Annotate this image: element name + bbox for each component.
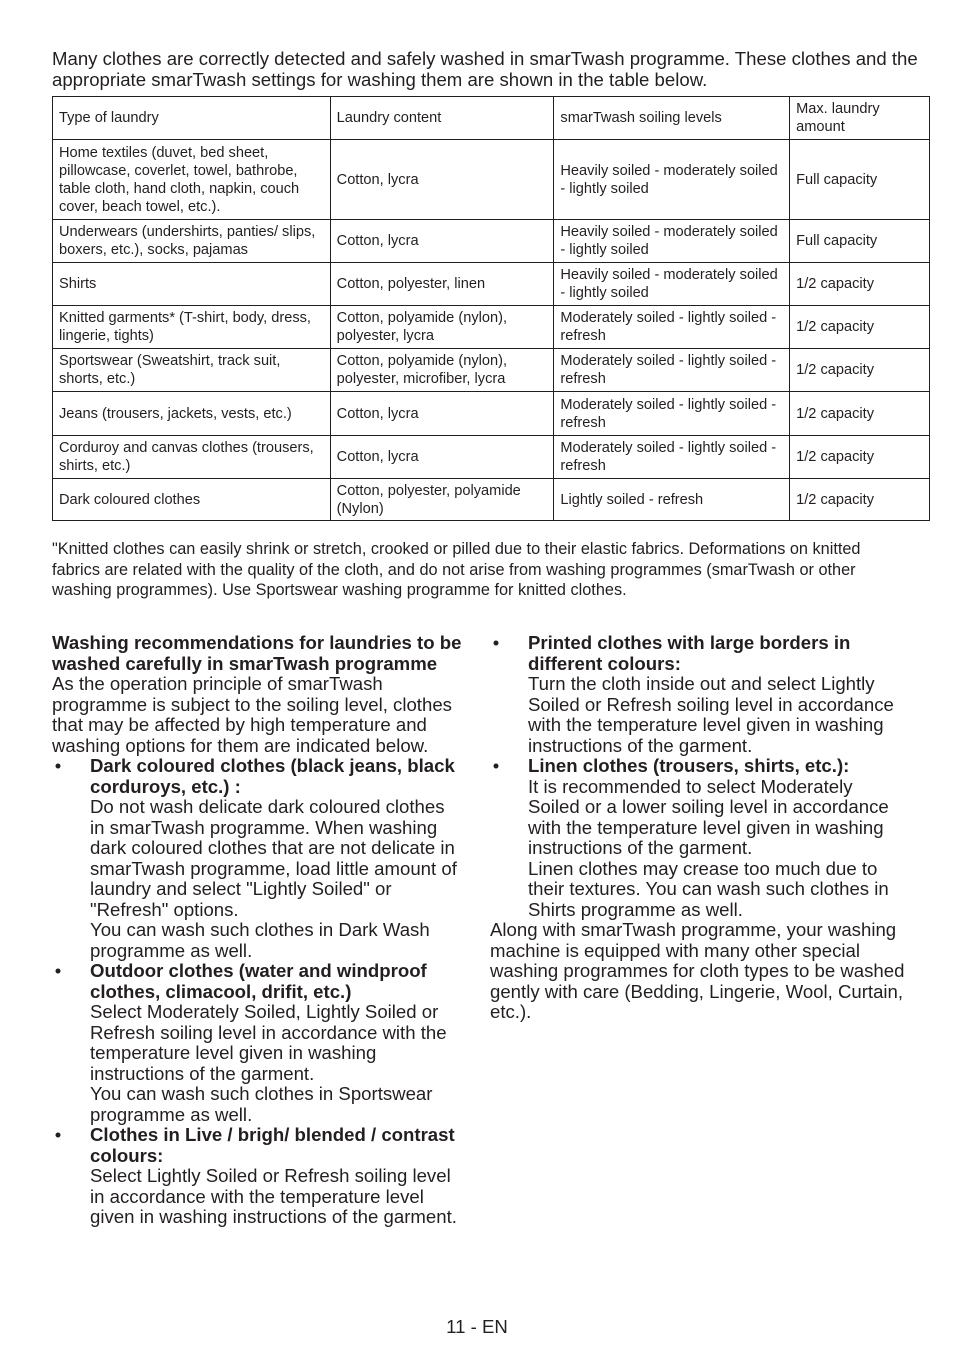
table-row [53,436,930,479]
table-cell: Cotton, lycra [330,436,554,479]
list-item-outdoor [52,961,464,1125]
recommendations-heading: Washing recommendations for laundries to be washed carefully in smarTwash programme [52,632,462,674]
table-cell: 1/2 capacity [790,436,930,479]
table-cell: Knitted garments* (T-shirt, body, dress, lingerie, tights) [53,306,331,349]
list-item-title: Printed clothes with large borders in different colours: [528,632,851,674]
table-cell: 1/2 capacity [790,349,930,392]
header-soiling-levels: smarTwash soiling levels [554,97,790,140]
list-item-text: It is recommended to select Moderately Soiled or a lower soiling level in accordance with the temperature level given in washing instructions of the garment. [528,775,889,858]
header-laundry-content: Laundry content [330,97,554,140]
table-row [53,392,930,436]
table-cell: Cotton, lycra [330,140,554,220]
list-item-title: Outdoor clothes (water and windproof clothes, climacool, drifit, etc.) [90,960,427,1002]
table-cell: Corduroy and canvas clothes (trousers, shirts, etc.) [53,436,331,479]
list-item-text: Turn the cloth inside out and select Lightly Soiled or Refresh soiling level in accordance with the temperature level given in washing instructions of the garment. [528,673,894,756]
page-number: 11 - EN [446,1316,508,1337]
table-cell: Moderately soiled - lightly soiled - refresh [554,392,790,436]
table-cell: Cotton, polyester, polyamide (Nylon) [330,479,554,521]
table-cell: Underwears (undershirts, panties/ slips, boxers, etc.), socks, pajamas [53,220,331,263]
table-cell: 1/2 capacity [790,392,930,436]
list-item-text: Select Moderately Soiled, Lightly Soiled or Refresh soiling level in accordance with the temperature level given in washing instructions of the garment. [90,1001,447,1084]
table-cell: Moderately soiled - lightly soiled - refresh [554,436,790,479]
right-column [490,633,908,1023]
bullet-icon: • [492,755,500,776]
table-cell: Jeans (trousers, jackets, vests, etc.) [53,392,331,436]
list-item-title: Linen clothes (trousers, shirts, etc.): [528,755,850,776]
table-cell: Home textiles (duvet, bed sheet, pillowcase, coverlet, towel, bathrobe, table cloth, hand cloth, napkin, couch cover, beach towel, etc.). [53,140,331,220]
table-row [53,479,930,521]
table-cell: Sportswear (Sweatshirt, track suit, shorts, etc.) [53,349,331,392]
table-cell: 1/2 capacity [790,306,930,349]
table-row [53,220,930,263]
list-item-text: Select Lightly Soiled or Refresh soiling level in accordance with the temperature level given in washing instructions of the garment. [90,1165,457,1227]
list-item-text: Do not wash delicate dark coloured clothes in smarTwash programme. When washing dark coloured clothes that are not delicate in smarTwash programme, load little amount of laundry and select "Lightly Soiled" or "Refresh" options. [90,796,457,920]
list-item-text: You can wash such clothes in Sportswear programme as well. [90,1083,433,1125]
table-cell: Cotton, polyamide (nylon), polyester, microfiber, lycra [330,349,554,392]
closing-paragraph: Along with smarTwash programme, your washing machine is equipped with many other special washing programmes for cloth types to be washed gently with care (Bedding, Lingerie, Wool, Curtain, etc.). [490,919,905,1022]
list-item-live-colours [52,1125,464,1228]
table-cell: Shirts [53,263,331,306]
bullet-icon: • [54,755,62,776]
table-cell: Cotton, lycra [330,220,554,263]
left-column [52,633,464,1228]
list-item-linen [490,756,908,920]
table-cell: 1/2 capacity [790,263,930,306]
intro-paragraph: Many clothes are correctly detected and safely washed in smarTwash programme. These clothes and the appropriate smarTwash settings for washing them are shown in the table below. [52,48,918,90]
laundry-table [52,96,930,521]
list-item-title: Dark coloured clothes (black jeans, black corduroys, etc.) : [90,755,455,797]
table-row [53,140,930,220]
table-cell: Heavily soiled - moderately soiled - lightly soiled [554,140,790,220]
table-cell: Cotton, polyamide (nylon), polyester, lycra [330,306,554,349]
header-type-of-laundry: Type of laundry [53,97,331,140]
list-item-title: Clothes in Live / brigh/ blended / contrast colours: [90,1124,455,1166]
list-item-text: You can wash such clothes in Dark Wash programme as well. [90,919,430,961]
table-cell: Dark coloured clothes [53,479,331,521]
table-cell: Heavily soiled - moderately soiled - lightly soiled [554,263,790,306]
table-cell: Moderately soiled - lightly soiled - refresh [554,306,790,349]
table-cell: Lightly soiled - refresh [554,479,790,521]
knitted-footnote: "Knitted clothes can easily shrink or stretch, crooked or pilled due to their elastic fabrics. Deformations on knitted fabrics are related with the quality of the cloth, and do not arise from washing programmes (smarTwash or other washing programmes). Use Sportswear washing programme for knitted clothes. [52,540,861,599]
table-cell: Moderately soiled - lightly soiled - refresh [554,349,790,392]
table-row [53,263,930,306]
table-cell: Cotton, lycra [330,392,554,436]
table-header-row [53,97,930,140]
bullet-icon: • [492,632,500,653]
list-item-printed [490,633,908,756]
list-item-text: Linen clothes may crease too much due to their textures. You can wash such clothes in Shirts programme as well. [528,857,889,920]
table-cell: Full capacity [790,140,930,220]
recommendations-intro: As the operation principle of smarTwash programme is subject to the soiling level, clothes that may be affected by high temperature and washing options for them are indicated below. [52,673,452,756]
bullet-icon: • [54,960,62,981]
bullet-icon: • [54,1124,62,1145]
table-cell: 1/2 capacity [790,479,930,521]
table-row [53,349,930,392]
list-item-dark-coloured [52,756,464,961]
table-cell: Heavily soiled - moderately soiled - lightly soiled [554,220,790,263]
table-cell: Full capacity [790,220,930,263]
table-cell: Cotton, polyester, linen [330,263,554,306]
header-max-laundry-amount: Max. laundry amount [790,97,930,140]
table-row [53,306,930,349]
